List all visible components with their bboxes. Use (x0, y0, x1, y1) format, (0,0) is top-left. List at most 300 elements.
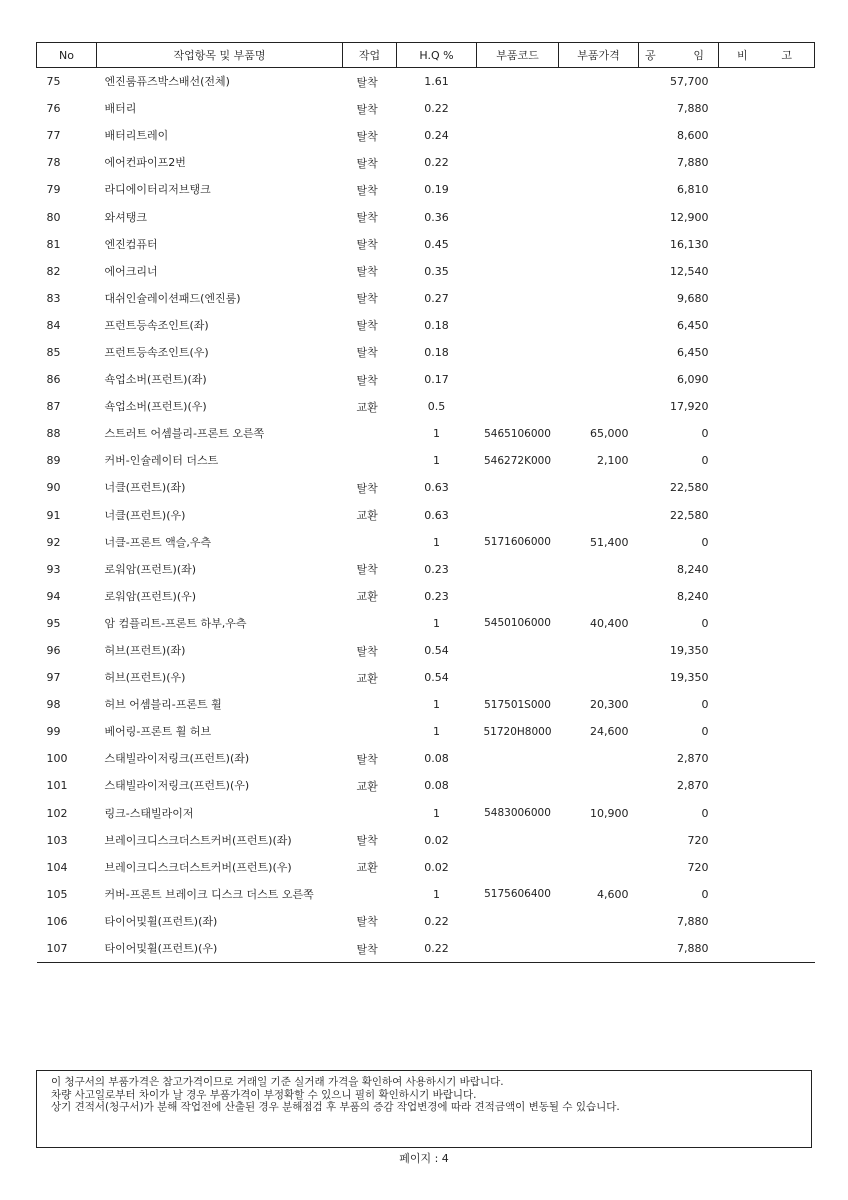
row-labor-cost: 7,880 (639, 935, 719, 963)
row-part-price: 24,600 (590, 725, 629, 739)
row-part-code (477, 637, 559, 664)
row-note (719, 854, 815, 881)
row-work-type: 탈착 (356, 481, 378, 495)
row-note (719, 149, 815, 176)
row-no: 104 (46, 860, 68, 874)
row-part-code (477, 285, 559, 312)
row-part-price (559, 908, 639, 935)
row-note (719, 610, 815, 637)
row-labor-cost: 0 (701, 887, 709, 901)
row-hq: 1 (433, 454, 440, 468)
row-no: 94 (46, 589, 61, 603)
row-item-name: 에어컨파이프2번 (104, 156, 186, 170)
table-row (37, 800, 815, 827)
row-no: 98 (46, 698, 61, 712)
row-hq: 0.18 (424, 318, 449, 332)
notice-line-2: 차량 사고일로부터 차이가 날 경우 부품가격이 부정확할 수 있으니 필히 확인하시기 바랍니다. (51, 1088, 477, 1101)
row-part-code: 5175606400 (484, 888, 551, 901)
row-no: 95 (46, 616, 61, 630)
row-labor-cost: 2,870 (677, 779, 709, 793)
row-work-type: 탈착 (356, 563, 378, 577)
header-note (719, 43, 815, 68)
row-no: 96 (46, 644, 61, 658)
row-hq: 0.35 (424, 264, 449, 278)
header-labor (639, 43, 719, 68)
row-labor-cost: 9,680 (677, 291, 709, 305)
notice-box (36, 1070, 812, 1148)
row-labor-cost: 2,870 (677, 752, 709, 766)
row-part-code (477, 772, 559, 799)
row-hq: 0.02 (424, 860, 449, 874)
row-part-price (559, 393, 639, 420)
row-no: 99 (46, 725, 61, 739)
row-part-price (559, 366, 639, 393)
table-row (37, 637, 815, 664)
row-labor-cost: 0 (701, 698, 709, 712)
header-hq: H.Q % (397, 43, 477, 68)
row-labor-cost: 720 (687, 833, 709, 847)
table-row (37, 258, 815, 285)
row-item-name: 허브 어셈블리-프론트 휠 (104, 698, 222, 712)
row-labor-cost: 19,350 (670, 644, 709, 658)
row-item-name: 스태빌라이저링크(프런트)(좌) (104, 752, 250, 766)
row-labor-cost: 57,700 (670, 75, 709, 89)
row-note (719, 745, 815, 772)
row-part-price (559, 122, 639, 149)
row-part-code: 517501S000 (484, 698, 551, 711)
row-labor-cost: 0 (701, 725, 709, 739)
row-note (719, 312, 815, 339)
row-no: 89 (46, 454, 61, 468)
row-item-name: 너클-프론트 액슬,우측 (104, 535, 212, 549)
row-work-type: 교환 (356, 861, 378, 875)
row-note (719, 366, 815, 393)
row-work-type: 교환 (356, 400, 378, 414)
row-part-price (559, 502, 639, 529)
row-item-name: 라디에이터리저브탱크 (104, 183, 211, 197)
row-hq: 0.5 (427, 400, 446, 414)
table-row (37, 664, 815, 691)
row-part-code (477, 935, 559, 963)
row-item-name: 로워암(프런트)(좌) (104, 562, 197, 576)
row-note (719, 203, 815, 230)
row-note (719, 637, 815, 664)
table-row (37, 718, 815, 745)
row-hq: 0.19 (424, 183, 449, 197)
header-part-code: 부품코드 (477, 43, 559, 68)
row-no: 103 (46, 833, 68, 847)
row-item-name: 배터리 (104, 102, 137, 116)
table-body (37, 68, 815, 963)
row-part-price: 20,300 (590, 698, 629, 712)
row-hq: 0.08 (424, 752, 449, 766)
row-no: 87 (46, 400, 61, 414)
table-row (37, 203, 815, 230)
row-part-code (477, 95, 559, 122)
table-row (37, 176, 815, 203)
row-labor-cost: 7,880 (677, 156, 709, 170)
row-part-price (559, 149, 639, 176)
row-item-name: 링크-스태빌라이저 (104, 806, 194, 820)
row-work-type: 탈착 (356, 102, 378, 116)
row-part-code (477, 122, 559, 149)
row-hq: 0.45 (424, 237, 449, 251)
table-row (37, 529, 815, 556)
row-no: 83 (46, 291, 61, 305)
row-note (719, 68, 815, 96)
row-item-name: 엔진룸퓨즈박스배선(전체) (104, 75, 230, 89)
row-labor-cost: 6,450 (677, 345, 709, 359)
notice-line-3: 상기 견적서(청구서)가 분해 작업전에 산출된 경우 분해점검 후 부품의 증감 작업변경에 따라 견적금액이 변동될 수 있습니다. (51, 1101, 620, 1113)
row-item-name: 대쉬인슐레이션패드(엔진룸) (104, 291, 241, 305)
row-part-price: 4,600 (597, 887, 629, 901)
table-row (37, 312, 815, 339)
row-part-code (477, 556, 559, 583)
row-labor-cost: 22,580 (670, 481, 709, 495)
row-no: 76 (46, 102, 61, 116)
row-item-name: 프런트등속조인트(우) (104, 345, 209, 359)
row-note (719, 935, 815, 963)
row-part-code (477, 745, 559, 772)
row-hq: 1 (433, 698, 440, 712)
row-work-type: 교환 (356, 590, 378, 604)
table-header-row (37, 43, 815, 68)
row-work-type: 탈착 (356, 292, 378, 306)
row-part-code (477, 149, 559, 176)
row-part-price (559, 339, 639, 366)
row-part-code: 5171606000 (484, 536, 551, 549)
row-note (719, 502, 815, 529)
table-row (37, 393, 815, 420)
row-hq: 0.22 (424, 102, 449, 116)
row-item-name: 스트러트 어셈블리-프론트 오른쪽 (104, 427, 265, 441)
header-item-name: 작업항목 및 부품명 (97, 43, 343, 68)
row-no: 81 (46, 237, 61, 251)
row-hq: 0.08 (424, 779, 449, 793)
row-part-price (559, 285, 639, 312)
row-hq: 0.27 (424, 291, 449, 305)
row-note (719, 664, 815, 691)
row-part-code (477, 854, 559, 881)
row-no: 90 (46, 481, 61, 495)
row-item-name: 프런트등속조인트(좌) (104, 318, 209, 332)
row-labor-cost: 6,090 (677, 373, 709, 387)
row-note (719, 881, 815, 908)
row-hq: 0.23 (424, 562, 449, 576)
row-no: 75 (46, 75, 61, 89)
row-part-price (559, 312, 639, 339)
row-hq: 0.23 (424, 589, 449, 603)
row-note (719, 176, 815, 203)
row-part-code (477, 393, 559, 420)
row-part-code: 5450106000 (484, 617, 551, 630)
row-part-price (559, 68, 639, 96)
row-part-price (559, 203, 639, 230)
row-hq: 0.17 (424, 373, 449, 387)
estimate-table (36, 42, 815, 963)
row-no: 78 (46, 156, 61, 170)
row-hq: 1 (433, 887, 440, 901)
row-part-code (477, 176, 559, 203)
header-part-price: 부품가격 (559, 43, 639, 68)
row-item-name: 허브(프런트)(좌) (104, 644, 186, 658)
row-note (719, 420, 815, 447)
row-item-name: 스태빌라이저링크(프런트)(우) (104, 779, 250, 793)
row-no: 93 (46, 562, 61, 576)
row-note (719, 800, 815, 827)
row-labor-cost: 12,540 (670, 264, 709, 278)
row-no: 82 (46, 264, 61, 278)
row-work-type: 탈착 (356, 183, 378, 197)
row-hq: 0.18 (424, 345, 449, 359)
row-hq: 1 (433, 725, 440, 739)
row-hq: 0.54 (424, 671, 449, 685)
row-labor-cost: 8,240 (677, 562, 709, 576)
row-part-price: 2,100 (597, 454, 629, 468)
row-part-price: 10,900 (590, 806, 629, 820)
row-work-type: 교환 (356, 671, 378, 685)
row-labor-cost: 0 (701, 616, 709, 630)
row-work-type: 탈착 (356, 129, 378, 143)
row-work-type: 탈착 (356, 211, 378, 225)
row-part-code (477, 908, 559, 935)
row-part-price (559, 95, 639, 122)
row-work-type: 탈착 (356, 75, 378, 89)
row-labor-cost: 720 (687, 860, 709, 874)
row-note (719, 908, 815, 935)
row-work-type (343, 718, 397, 745)
page-number: 페이지 : 4 (399, 1152, 449, 1165)
row-item-name: 에어크리너 (104, 264, 158, 278)
row-labor-cost: 6,450 (677, 318, 709, 332)
row-no: 105 (46, 887, 68, 901)
row-note (719, 258, 815, 285)
row-note (719, 691, 815, 718)
row-part-code (477, 583, 559, 610)
row-work-type: 탈착 (356, 834, 378, 848)
row-note (719, 474, 815, 501)
table-row (37, 366, 815, 393)
row-note (719, 339, 815, 366)
table-row (37, 854, 815, 881)
row-work-type: 탈착 (343, 935, 397, 963)
table-row (37, 745, 815, 772)
row-note (719, 122, 815, 149)
row-note (719, 95, 815, 122)
header-no: No (37, 43, 97, 68)
table-row (37, 610, 815, 637)
row-labor-cost: 7,880 (677, 102, 709, 116)
row-part-price (559, 474, 639, 501)
row-part-code (477, 339, 559, 366)
row-work-type: 탈착 (356, 644, 378, 658)
row-part-price: 51,400 (590, 535, 629, 549)
row-labor-cost: 8,240 (677, 589, 709, 603)
table-row (37, 908, 815, 935)
row-labor-cost: 8,600 (677, 129, 709, 143)
row-item-name: 커버-프론트 브레이크 디스크 더스트 오른쪽 (104, 887, 314, 901)
row-labor-cost: 0 (701, 806, 709, 820)
row-part-code (477, 827, 559, 854)
row-note (719, 772, 815, 799)
row-no: 97 (46, 671, 61, 685)
row-part-price (559, 745, 639, 772)
table-row (37, 583, 815, 610)
row-note (719, 529, 815, 556)
row-item-name: 너클(프런트)(우) (104, 508, 186, 522)
row-hq: 1 (433, 806, 440, 820)
row-hq: 0.36 (424, 210, 449, 224)
table-row (37, 502, 815, 529)
row-item-name: 타이어및휠(프런트)(좌) (104, 914, 218, 928)
row-hq: 0.54 (424, 644, 449, 658)
row-hq: 1 (433, 535, 440, 549)
row-no: 84 (46, 318, 61, 332)
table-row (37, 231, 815, 258)
table-row (37, 881, 815, 908)
row-no: 79 (46, 183, 61, 197)
row-part-price (559, 176, 639, 203)
row-labor-cost: 16,130 (670, 237, 709, 251)
row-labor-cost: 12,900 (670, 210, 709, 224)
row-part-code: 5465106000 (484, 427, 551, 440)
table-row (37, 122, 815, 149)
row-note (719, 285, 815, 312)
row-note (719, 583, 815, 610)
row-item-name: 커버-인슐레이터 더스트 (104, 454, 219, 468)
row-no: 88 (46, 427, 61, 441)
header-work: 작업 (343, 43, 397, 68)
row-no: 77 (46, 129, 61, 143)
row-work-type (343, 881, 397, 908)
row-work-type: 탈착 (356, 238, 378, 252)
row-hq: 0.24 (424, 129, 449, 143)
table-row (37, 68, 815, 96)
row-work-type: 탈착 (356, 346, 378, 360)
table-row (37, 935, 815, 963)
row-labor-cost: 17,920 (670, 400, 709, 414)
row-part-code (477, 312, 559, 339)
row-hq: 0.22 (397, 935, 477, 963)
row-labor-cost: 0 (701, 535, 709, 549)
row-work-type: 탈착 (356, 265, 378, 279)
row-part-code: 546272K000 (483, 454, 551, 467)
table-row (37, 285, 815, 312)
row-part-code: 5483006000 (484, 807, 551, 820)
row-hq: 1 (433, 427, 440, 441)
row-hq: 0.22 (424, 914, 449, 928)
row-hq: 0.22 (424, 156, 449, 170)
table-row (37, 447, 815, 474)
row-item-name: 베어링-프론트 휠 허브 (104, 725, 212, 739)
row-note (719, 447, 815, 474)
row-work-type (343, 691, 397, 718)
row-item-name: 너클(프런트)(좌) (104, 481, 186, 495)
row-item-name: 타이어및휠(프런트)(우) (97, 935, 343, 963)
row-no: 92 (46, 535, 61, 549)
row-item-name: 와셔탱크 (104, 210, 148, 224)
row-part-price (559, 231, 639, 258)
row-work-type: 탈착 (356, 752, 378, 766)
row-work-type (343, 420, 397, 447)
row-work-type: 탈착 (356, 373, 378, 387)
row-part-code (477, 664, 559, 691)
row-part-code (477, 366, 559, 393)
row-work-type (343, 610, 397, 637)
row-item-name: 쇽업소버(프런트)(좌) (104, 373, 207, 387)
row-part-code: 51720H8000 (483, 725, 552, 738)
row-labor-cost: 22,580 (670, 508, 709, 522)
row-part-price (559, 827, 639, 854)
row-part-code (477, 231, 559, 258)
row-no: 85 (46, 345, 61, 359)
notice-line-1: 이 청구서의 부품가격은 참고가격이므로 거래일 기준 실거래 가격을 확인하여 사용하시기 바랍니다. (51, 1076, 504, 1088)
row-no: 101 (46, 779, 68, 793)
row-item-name: 쇽업소버(프런트)(우) (104, 400, 207, 414)
row-part-price: 65,000 (590, 427, 629, 441)
table-row (37, 95, 815, 122)
row-hq: 0.63 (424, 508, 449, 522)
row-hq: 1.61 (424, 75, 449, 89)
row-labor-cost: 0 (701, 427, 709, 441)
row-note (719, 393, 815, 420)
header-note-2: 고 (781, 49, 792, 62)
row-labor-cost: 6,810 (677, 183, 709, 197)
row-hq: 1 (433, 616, 440, 630)
row-part-price (559, 854, 639, 881)
row-item-name: 암 컴플리트-프론트 하부,우측 (104, 616, 247, 630)
row-work-type: 교환 (356, 509, 378, 523)
table-row (37, 339, 815, 366)
table-row (37, 556, 815, 583)
row-hq: 0.02 (424, 833, 449, 847)
row-part-code (477, 68, 559, 96)
row-work-type (343, 529, 397, 556)
header-labor-2: 임 (693, 49, 704, 62)
row-labor-cost: 0 (701, 454, 709, 468)
table-row (37, 691, 815, 718)
row-work-type (343, 447, 397, 474)
row-note (719, 231, 815, 258)
row-hq: 0.63 (424, 481, 449, 495)
table-row (37, 420, 815, 447)
row-no: 102 (46, 806, 68, 820)
row-no: 107 (37, 935, 97, 963)
row-part-price (559, 637, 639, 664)
row-labor-cost: 19,350 (670, 671, 709, 685)
row-no: 80 (46, 210, 61, 224)
row-item-name: 브레이크디스크더스트커버(프런트)(좌) (104, 833, 292, 847)
row-part-price (559, 935, 639, 963)
row-note (719, 827, 815, 854)
row-item-name: 배터리트레이 (104, 129, 169, 143)
table-row (37, 474, 815, 501)
row-no: 106 (46, 914, 68, 928)
row-work-type (343, 800, 397, 827)
estimate-sheet (36, 42, 814, 963)
row-part-price (559, 772, 639, 799)
row-work-type: 탈착 (356, 319, 378, 333)
row-item-name: 허브(프런트)(우) (104, 671, 186, 685)
row-part-code (477, 258, 559, 285)
table-row (37, 772, 815, 799)
row-item-name: 엔진컴퓨터 (104, 237, 158, 251)
row-part-price (559, 664, 639, 691)
table-row (37, 827, 815, 854)
row-part-code (477, 502, 559, 529)
header-note-1: 비 (737, 49, 748, 62)
row-part-code (477, 474, 559, 501)
